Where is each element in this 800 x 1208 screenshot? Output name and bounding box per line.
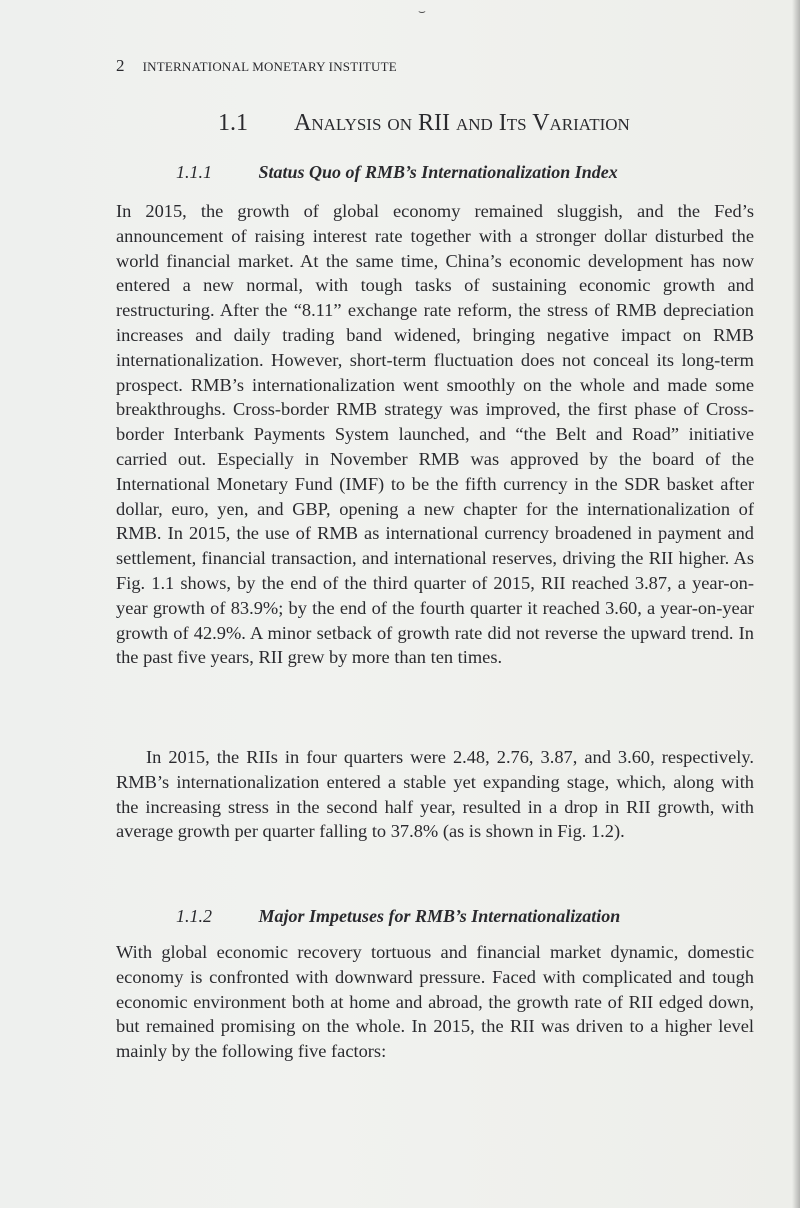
subsection-number: 1.1.2	[176, 906, 212, 926]
section-title: Analysis on RII and Its Variation	[294, 110, 630, 136]
page-edge-shadow	[792, 0, 800, 1208]
subsection-title: Status Quo of RMB’s Internationalization Index	[258, 162, 618, 182]
subsection-heading-1	[176, 162, 618, 183]
running-head	[116, 56, 397, 76]
subsection-title: Major Impetuses for RMB’s Internationalization	[258, 906, 621, 926]
body-paragraph-2: In 2015, the RIIs in four quarters were 2.48, 2.76, 3.87, and 3.60, respectively. RMB’s internationalization entered a stable yet expanding stage, which, along with the increasing stress in the second half year, resulted in a drop in RII growth, with average growth per quarter falling to 37.8% (as is shown in Fig. 1.2).	[116, 747, 754, 842]
top-ink-mark: ⌣	[418, 4, 426, 18]
section-heading	[218, 110, 630, 137]
body-paragraph-1: In 2015, the growth of global economy remained sluggish, and the Fed’s announcement of raising interest rate together with a stronger dollar disturbed the world financial market. At the same time, China’s economic development has now entered a new normal, with tough tasks of sustaining economic growth and restructuring. After the “8.11” exchange rate reform, the stress of RMB depreciation increases and daily trading band widened, bringing negative impact on RMB internationalization. However, short-term fluctuation does not conceal its long-term prospect. RMB’s internationalization went smoothly on the whole and made some breakthroughs. Cross-border RMB strategy was improved, the first phase of Cross-border Interbank Payments System launched, and “the Belt and Road” initiative carried out. Especially in November RMB was approved by the board of the International Monetary Fund (IMF) to be the fifth currency in the SDR basket after dollar, euro, yen, and GBP, opening a new chapter for the internationalization of RMB. In 2015, the use of RMB as international currency broadened in payment and settlement, financial transaction, and international reserves, driving the RII higher. As Fig. 1.1 shows, by the end of the third quarter of 2015, RII reached 3.87, a year-on-year growth of 83.9%; by the end of the fourth quarter it reached 3.60, a year-on-year growth of 42.9%. A minor setback of growth rate did not reverse the upward trend. In the past five years, RII grew by more than ten times.	[116, 201, 754, 668]
body-paragraph-3: With global economic recovery tortuous and financial market dynamic, domestic economy is confronted with downward pressure. Faced with complicated and tough economic environment both at home and abroad, the growth rate of RII edged down, but remained promising on the whole. In 2015, the RII was driven to a higher level mainly by the following five factors:	[116, 942, 754, 1062]
page-number: 2	[116, 56, 125, 75]
subsection-heading-2	[176, 906, 620, 927]
subsection-number: 1.1.1	[176, 162, 212, 182]
running-head-title: INTERNATIONAL MONETARY INSTITUTE	[142, 59, 397, 74]
section-number: 1.1	[218, 110, 248, 136]
